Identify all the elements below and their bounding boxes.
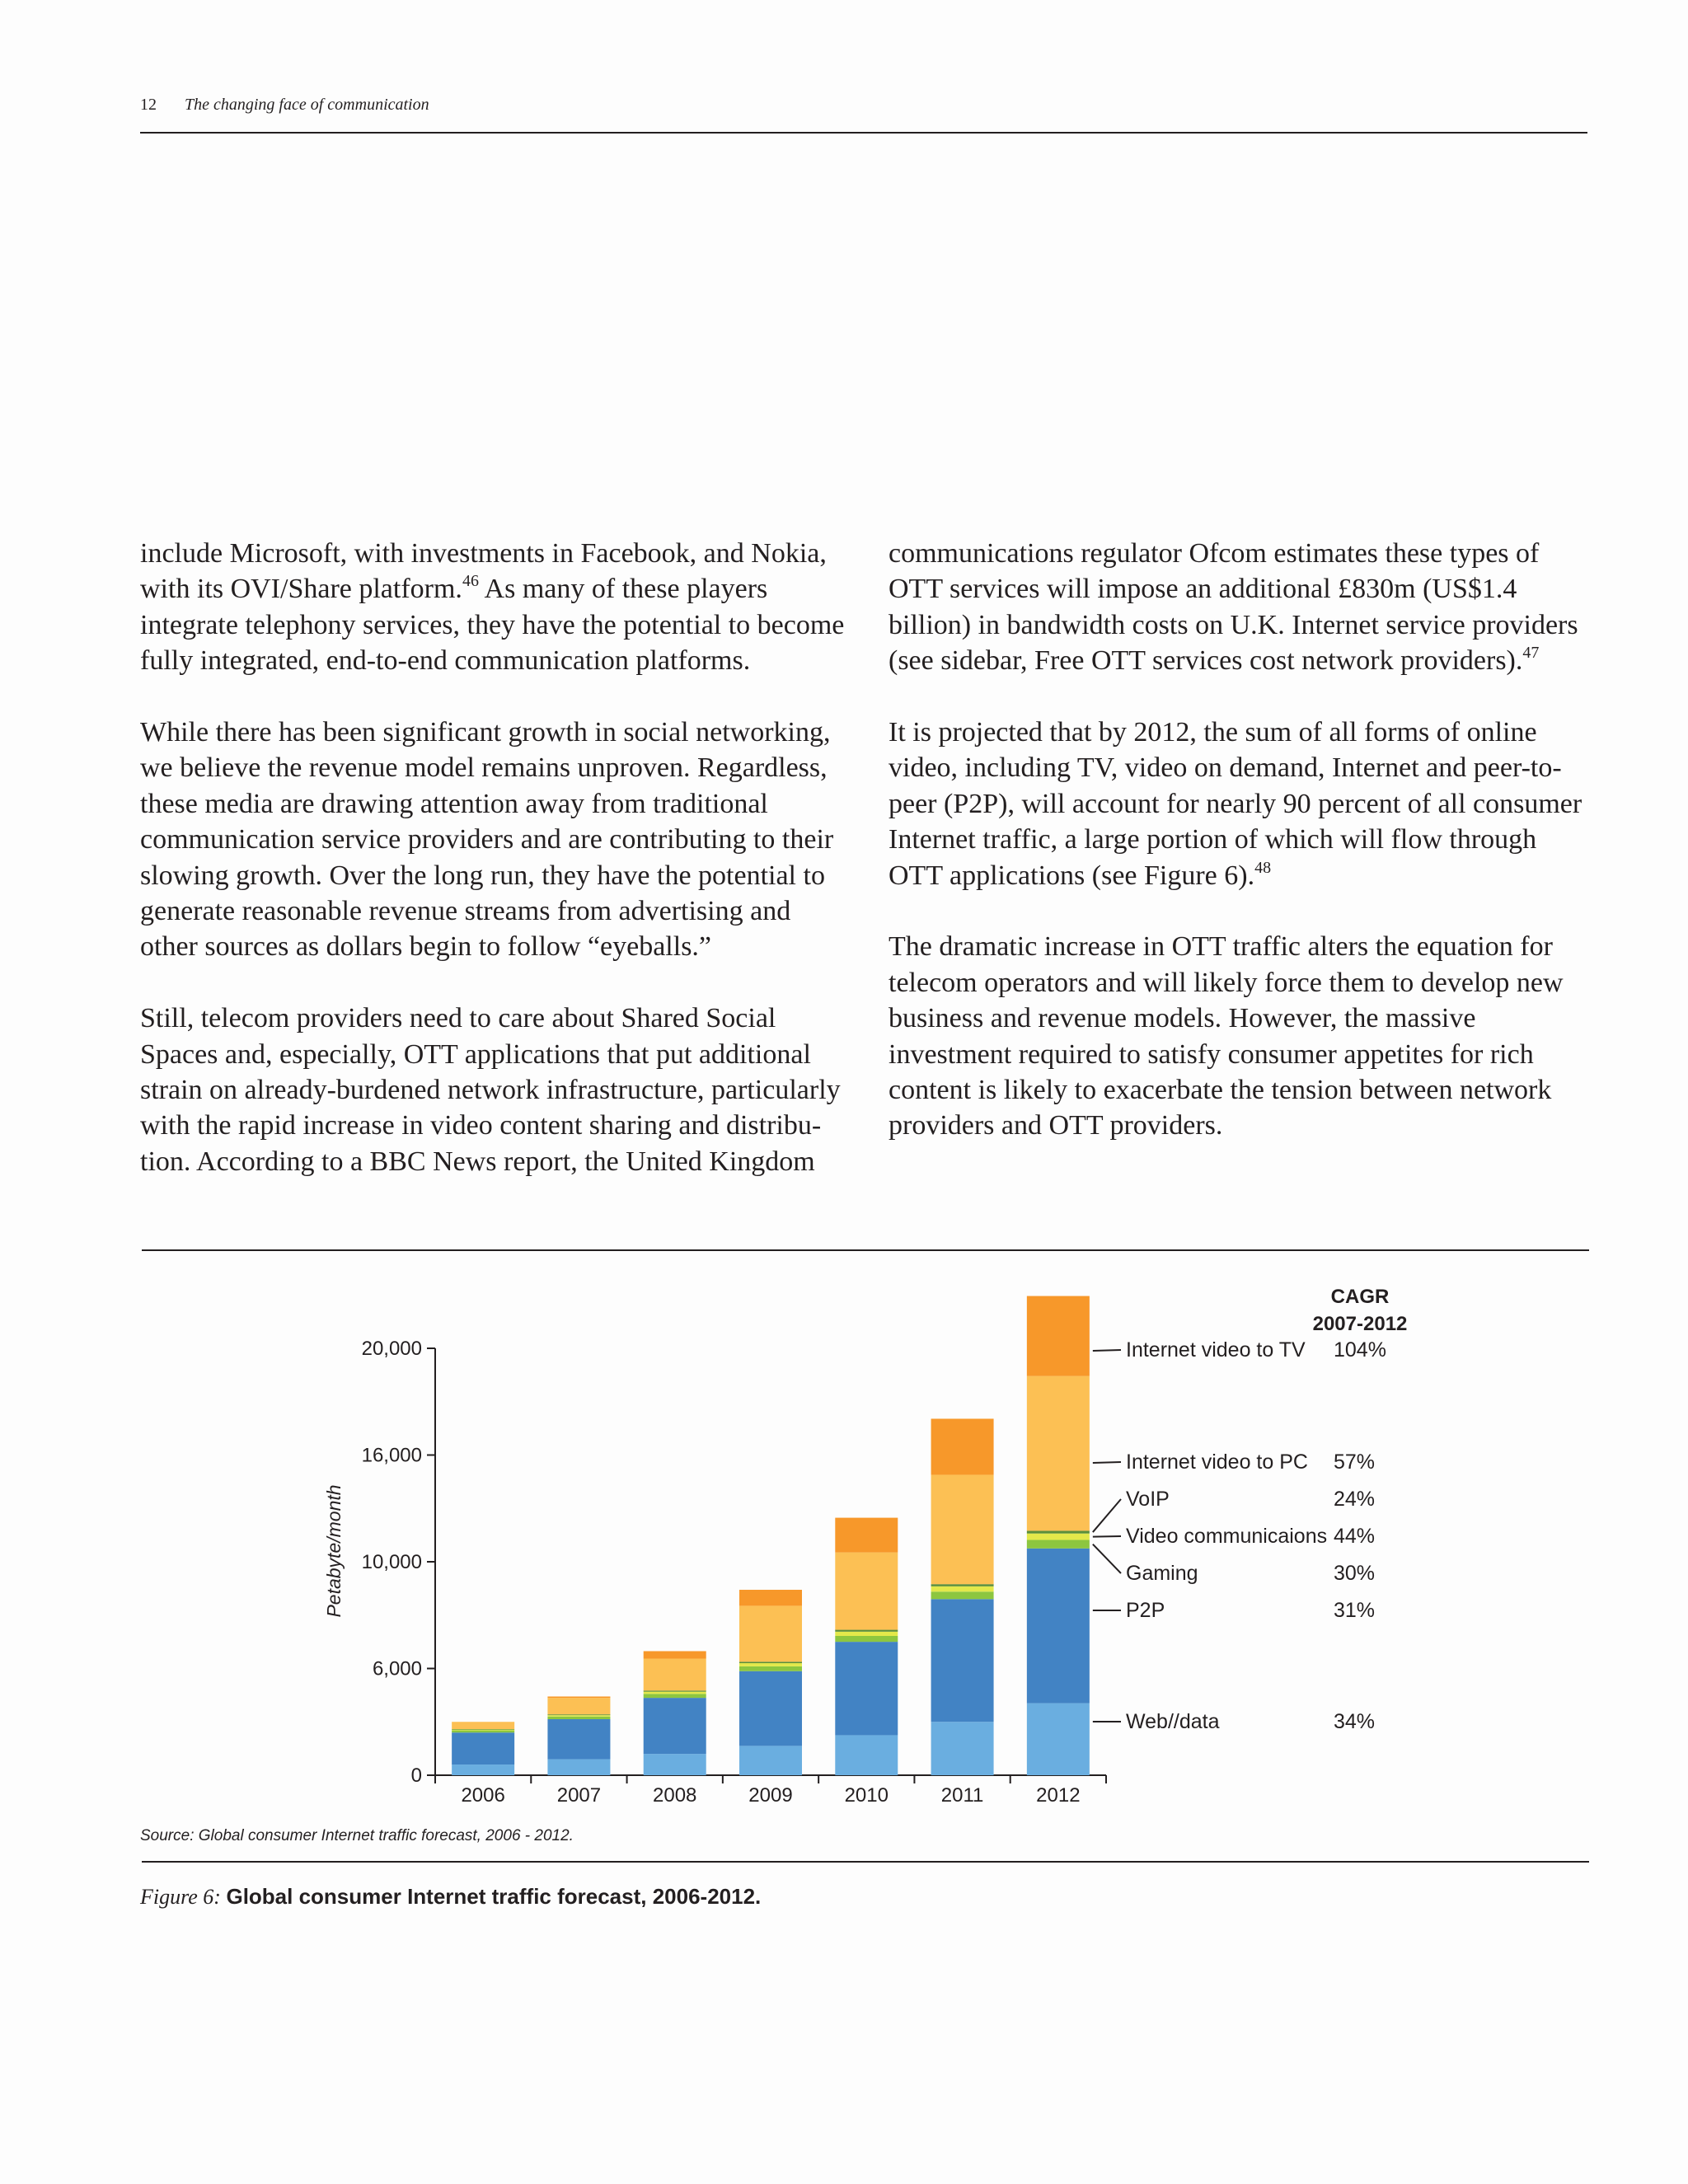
bar-segment <box>739 1605 802 1661</box>
chart-bottom-rule <box>142 1861 1589 1863</box>
y-tick-label: 10,000 <box>361 1551 422 1573</box>
x-tick-label: 2010 <box>844 1784 889 1807</box>
legend-label: Internet video to TV <box>1126 1338 1306 1361</box>
legend-cagr: 30% <box>1334 1562 1376 1585</box>
bar-segment <box>835 1630 898 1632</box>
legend-cagr: 57% <box>1334 1451 1376 1474</box>
bar-segment <box>739 1671 802 1746</box>
bar-segment <box>739 1663 802 1666</box>
legend-cagr: 24% <box>1334 1488 1376 1511</box>
page-number: 12 <box>140 96 157 114</box>
bar-segment <box>931 1584 994 1586</box>
bar-segment <box>1027 1704 1090 1775</box>
legend-label: P2P <box>1126 1599 1165 1622</box>
x-tick-label: 2011 <box>940 1784 984 1807</box>
bar-segment <box>452 1722 514 1729</box>
bar-segment <box>931 1474 994 1584</box>
legend-label: Web//data <box>1126 1710 1220 1733</box>
legend-cagr: 34% <box>1334 1710 1376 1733</box>
bar-segment <box>452 1732 514 1765</box>
footnote-ref[interactable]: 48 <box>1254 858 1272 877</box>
y-tick-label: 6,000 <box>372 1657 422 1680</box>
bar-segment <box>452 1729 514 1730</box>
bar-segment <box>931 1591 994 1599</box>
footnote-ref[interactable]: 47 <box>1522 644 1540 663</box>
legend-cagr: 44% <box>1334 1525 1376 1548</box>
bar-segment <box>1027 1534 1090 1540</box>
bar-segment <box>644 1698 706 1754</box>
bar-segment <box>739 1590 802 1605</box>
bar-segment <box>739 1746 802 1775</box>
legend-connector <box>1093 1462 1121 1463</box>
bar-segment <box>835 1735 898 1775</box>
bar-segment <box>547 1760 610 1775</box>
bar-segment <box>739 1666 802 1671</box>
bar-segment <box>452 1765 514 1775</box>
x-tick-label: 2007 <box>556 1784 602 1807</box>
legend-label: Gaming <box>1126 1562 1198 1585</box>
bar-segment <box>547 1719 610 1760</box>
bar-segment <box>931 1599 994 1722</box>
bar-segment <box>644 1694 706 1698</box>
bar-segment <box>547 1696 610 1698</box>
bar-segment <box>835 1632 898 1636</box>
bar-segment <box>452 1731 514 1733</box>
chart-source: Source: Global consumer Internet traffic forecast, 2006 - 2012. <box>140 1827 574 1844</box>
legend-label: VoIP <box>1126 1488 1170 1511</box>
bar-segment <box>835 1518 898 1553</box>
bar-segment <box>644 1651 706 1658</box>
y-tick-label: 0 <box>410 1765 422 1787</box>
bar-segment <box>931 1722 994 1775</box>
cagr-header: CAGR <box>1330 1286 1390 1308</box>
paragraph: Still, telecom providers need to care about Shared Social Spaces and, especially, OTT applications that put additional strain on already-burdened network infrastructure, particularly with the rapid increase in video content sharing and distribution. According to a BBC News report, the United Kingdom <box>140 1003 841 1177</box>
bar-segment <box>452 1730 514 1731</box>
figure-title: Global consumer Internet traffic forecast, 2006-2012. <box>226 1884 762 1909</box>
x-tick-label: 2009 <box>748 1784 793 1807</box>
bar-segment <box>547 1714 610 1715</box>
bar-segment <box>644 1754 706 1775</box>
figure-caption <box>140 1884 761 1910</box>
bar-segment <box>931 1418 994 1474</box>
paragraph: While there has been significant growth in social networking, we believe the revenue model remains unproven. Regardless, these media are drawing attention away from traditional communication service providers and are contributing to their slowing growth. Over the long run, they have the potential to generate reasonable revenue streams from advertising and other sources as dollars begin to follow “eyeballs.” <box>140 717 834 963</box>
bar-segment <box>835 1636 898 1642</box>
bar-segment <box>835 1642 898 1735</box>
legend-connector <box>1093 1544 1121 1573</box>
bar-segment <box>931 1586 994 1591</box>
legend-connector <box>1093 1350 1121 1351</box>
y-tick-label: 20,000 <box>361 1338 422 1360</box>
bar-segment <box>1027 1549 1090 1704</box>
bar-segment <box>547 1698 610 1714</box>
y-axis-title: Petabyte/month <box>323 1484 345 1618</box>
x-tick-label: 2008 <box>653 1784 697 1807</box>
bar-segment <box>547 1717 610 1719</box>
legend-connector <box>1093 1499 1121 1532</box>
x-tick-label: 2006 <box>461 1784 505 1807</box>
footnote-ref[interactable]: 46 <box>462 572 479 591</box>
bar-segment <box>1027 1530 1090 1533</box>
bar-segment <box>1027 1540 1090 1548</box>
paragraph: communications regulator Ofcom estimates these types of OTT services will impose an additional £830m (US$1.4 billion) in bandwidth costs on U.K. Internet service providers (see sidebar, Free OTT services cost network providers).$^{47}$ <box>889 538 1578 677</box>
bar-segment <box>739 1661 802 1663</box>
figure-label: Figure 6: <box>140 1885 221 1909</box>
x-tick-label: 2012 <box>1036 1784 1081 1807</box>
bar-segment <box>1027 1296 1090 1376</box>
legend-cagr: 104% <box>1334 1338 1386 1361</box>
paragraph: The dramatic increase in OTT traffic alters the equation for telecom operators and will likely force them to develop new business and revenue models. However, the massive investment required to satisfy consumer appetites for rich content is likely to exacerbate the tension between network providers and OTT providers. <box>889 931 1564 1141</box>
legend-cagr: 31% <box>1334 1599 1376 1622</box>
bar-segment <box>835 1553 898 1630</box>
legend-connector <box>1093 1536 1121 1537</box>
paragraph: It is projected that by 2012, the sum of all forms of online video, including TV, video on demand, Internet and peer-to-peer (P2P), will account for nearly 90 percent of all consumer Internet traffic, a large portion of which will flow through OTT applications (see Figure 6).$^{48}$ <box>889 717 1582 891</box>
legend-label: Video communicaions <box>1126 1525 1328 1548</box>
legend-label: Internet video to PC <box>1126 1451 1308 1474</box>
paragraph: include Microsoft, with investments in Facebook, and Nokia, with its OVI/Share platform.$^{46}$ As many of these players integrate telephony services, they have the potential to become fully integrated, end-to-end communication platforms. <box>140 538 845 677</box>
running-title: The changing face of communication <box>185 96 429 114</box>
bar-segment <box>1027 1376 1090 1531</box>
cagr-header: 2007-2012 <box>1312 1313 1408 1335</box>
bar-segment <box>644 1659 706 1691</box>
bar-segment <box>644 1692 706 1694</box>
y-tick-label: 16,000 <box>361 1444 422 1467</box>
bar-segment <box>547 1715 610 1717</box>
bar-segment <box>644 1690 706 1691</box>
